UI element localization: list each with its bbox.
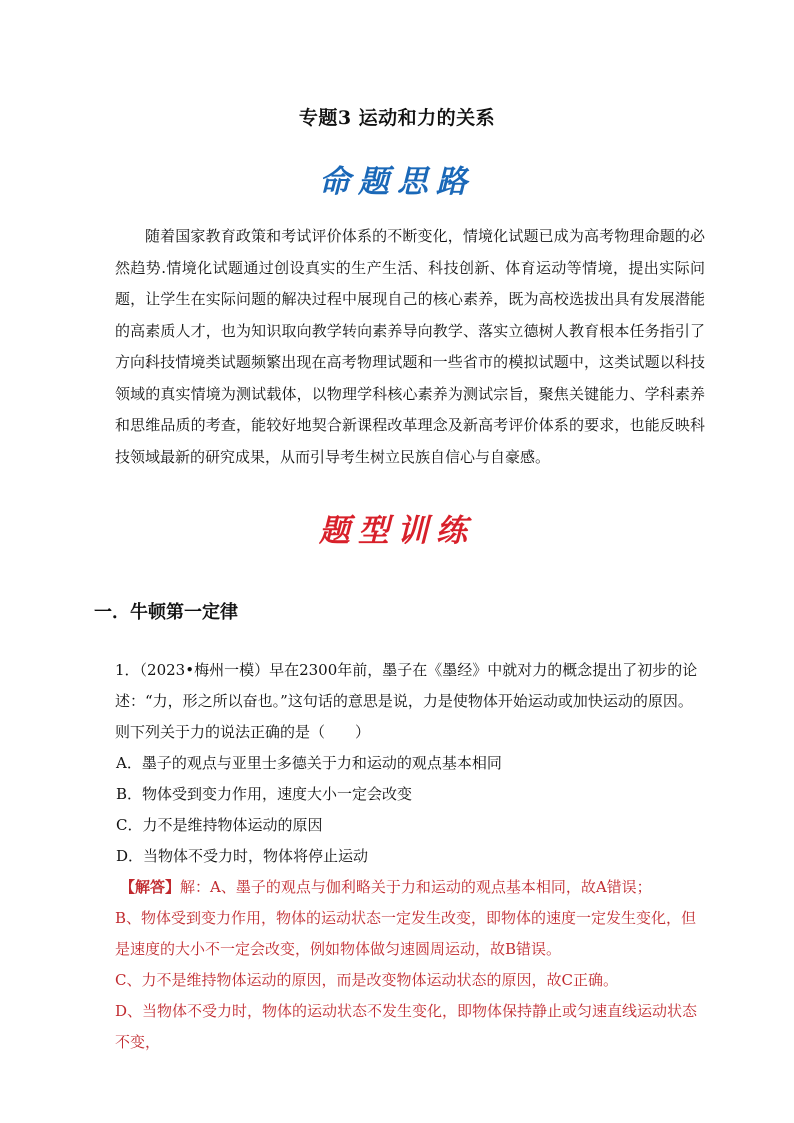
answer-line-1 xyxy=(120,872,705,903)
intro-paragraph-1: 随着国家教育政策和考试评价体系的不断变化，情境化试题已成为高考物理命题的必然趋势.情境化试题通过创设真实的生产生活、科技创新、体育运动等情境，提出实际问题，让学生在实际问题的解决过程中展现自己的核心素养，既为高校选拔出具有发展潜能的高素质人才，也为知识取向教学转向素养导向教学、落实立德树人教育根本任务指引了方向. xyxy=(115,227,705,371)
answer-line-1-text: 解：A、墨子的观点与伽利略关于力和运动的观点基本相同，故A错误； xyxy=(180,878,652,896)
section-heading: 一．牛顿第一定律 xyxy=(94,602,238,623)
banner-proposition-idea: 命题思路 xyxy=(319,164,475,200)
intro-paragraph-2: 科技情境类试题频繁出现在高考物理试题和一些省市的模拟试题中，这类试题以科技领域的真实情境为测试载体，以物理学科核心素养为测试宗旨，聚焦关键能力、学科素养和思维品质的考查，能较好地契合新课程改革理念及新高考评价体系的要求，也能反映科技领域最新的研究成果，从而引导考生树立民族自信心与自豪感。 xyxy=(115,353,705,466)
answer-line-4: D、当物体不受力时，物体的运动状态不发生变化，即物体保持静止或匀速直线运动状态不变， xyxy=(115,1002,698,1051)
answer-line-3: C、力不是维持物体运动的原因，而是改变物体运动状态的原因，故C正确。 xyxy=(115,971,618,989)
answer-line-2: B、物体受到变力作用，物体的运动状态一定发生改变，即物体的速度一定发生变化，但是速度的大小不一定会改变，例如物体做匀速圆周运动，故B错误。 xyxy=(115,909,697,958)
option-b: B．物体受到变力作用，速度大小一定会改变 xyxy=(116,785,413,803)
option-d: D．当物体不受力时，物体将停止运动 xyxy=(116,847,369,865)
option-c: C．力不是维持物体运动的原因 xyxy=(116,816,323,834)
question-block xyxy=(115,655,705,1058)
page-title: 专题3 运动和力的关系 xyxy=(298,107,496,129)
question-stem: 1．（2023•梅州一模）早在2300年前，墨子在《墨经》中就对力的概念提出了初步的论述：“力，形之所以奋也。”这句话的意思是说，力是使物体开始运动或加快运动的原因。则下列关于力的说法正确的是（ ） xyxy=(115,661,698,741)
answer-tag: 【解答】 xyxy=(120,878,181,896)
banner-question-training: 题型训练 xyxy=(319,513,475,549)
option-a: A．墨子的观点与亚里士多德关于力和运动的观点基本相同 xyxy=(116,754,502,772)
